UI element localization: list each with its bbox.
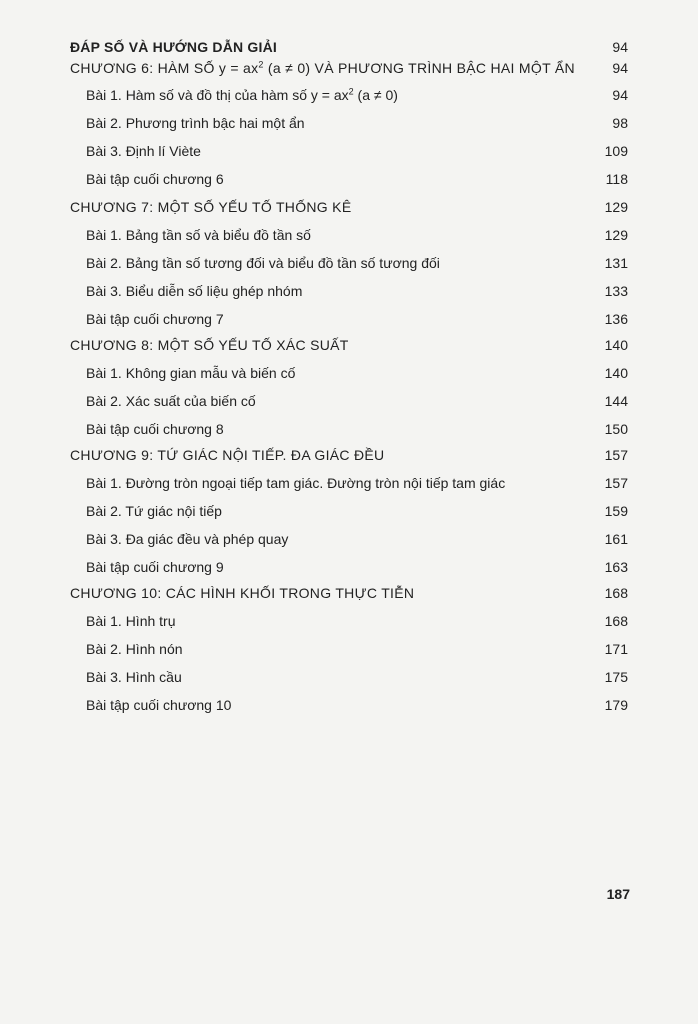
toc-entry-page: 140 xyxy=(604,365,628,381)
toc-entry-title: Bài 1. Không gian mẫu và biến cố xyxy=(86,365,296,381)
toc-entry-page: 157 xyxy=(604,447,628,463)
toc-entry-page: 144 xyxy=(604,393,628,409)
toc-entry-page: 129 xyxy=(604,199,628,215)
toc-entry-title: Bài 1. Hàm số và đồ thị của hàm số $y = ax^2$ (a ≠ 0) xyxy=(86,86,398,103)
toc-entry-title: Bài 3. Định lí Viète xyxy=(86,143,201,159)
toc-entry-page: 136 xyxy=(604,311,628,327)
toc-entry-page: 175 xyxy=(604,669,628,685)
toc-entry-title: Bài tập cuối chương 7 xyxy=(86,311,224,327)
toc-entry-title: CHƯƠNG 9: TỨ GIÁC NỘI TIẾP. ĐA GIÁC ĐỀU xyxy=(70,447,385,463)
toc-entry-title: CHƯƠNG 7: MỘT SỐ YẾU TỐ THỐNG KÊ xyxy=(70,199,352,215)
toc-entry-title: Bài tập cuối chương 10 xyxy=(86,697,232,713)
toc-entry-title: Bài 2. Bảng tần số tương đối và biểu đồ tần số tương đối xyxy=(86,255,440,271)
toc-entry-title: Bài 2. Phương trình bậc hai một ẩn xyxy=(86,115,305,131)
toc-entry-title: Bài 2. Xác suất của biến cố xyxy=(86,393,256,409)
toc-entry-title: Bài 3. Đa giác đều và phép quay xyxy=(86,531,289,547)
toc-entry-page: 94 xyxy=(612,60,628,76)
toc-entry-page: 163 xyxy=(604,559,628,575)
toc-entry-page: 159 xyxy=(604,503,628,519)
toc-entry-page: 131 xyxy=(604,255,628,271)
toc-entry-page: 94 xyxy=(612,87,628,103)
toc-entry-title: ĐÁP SỐ VÀ HƯỚNG DẪN GIẢI xyxy=(70,39,278,55)
toc-entry-page: 109 xyxy=(604,143,628,159)
toc-entry-page: 161 xyxy=(604,531,628,547)
toc-entry-title: Bài 2. Tứ giác nội tiếp xyxy=(86,503,222,519)
toc-entry-title: Bài 1. Hình trụ xyxy=(86,613,176,629)
toc-entry-title: Bài 1. Bảng tần số và biểu đồ tần số xyxy=(86,227,311,243)
toc-entry-page: 168 xyxy=(604,585,628,601)
toc-entry-title: CHƯƠNG 6: HÀM SỐ $y = ax^2$ (a ≠ 0) VÀ PHƯƠNG TRÌNH BẬC HAI MỘT ẨN xyxy=(70,59,575,76)
toc-entry-page: 179 xyxy=(604,697,628,713)
toc-entry-page: 94 xyxy=(612,39,628,55)
page-number: 187 xyxy=(606,886,630,902)
toc-entry-title: Bài 2. Hình nón xyxy=(86,641,183,657)
toc-entry-page: 150 xyxy=(604,421,628,437)
toc-entry-page: 171 xyxy=(604,641,628,657)
toc-entry-title: Bài 1. Đường tròn ngoại tiếp tam giác. Đường tròn nội tiếp tam giác xyxy=(86,475,506,491)
toc-entry-page: 168 xyxy=(604,613,628,629)
toc-entry-title: Bài 3. Biểu diễn số liệu ghép nhóm xyxy=(86,283,303,299)
toc-entry-title: Bài tập cuối chương 9 xyxy=(86,559,224,575)
toc-entry-title: CHƯƠNG 10: CÁC HÌNH KHỐI TRONG THỰC TIỄN xyxy=(70,585,415,601)
toc-entry-title: Bài tập cuối chương 6 xyxy=(86,171,224,187)
toc-entry-page: 129 xyxy=(604,227,628,243)
toc-entry-page: 133 xyxy=(604,283,628,299)
toc-entry-page: 98 xyxy=(612,115,628,131)
toc-entry-page: 140 xyxy=(604,337,628,353)
toc-entry-title: CHƯƠNG 8: MỘT SỐ YẾU TỐ XÁC SUẤT xyxy=(70,337,349,353)
toc-entry-page: 118 xyxy=(605,171,628,187)
toc-entry-title: Bài tập cuối chương 8 xyxy=(86,421,224,437)
toc-entry-page: 157 xyxy=(604,475,628,491)
toc-entry-title: Bài 3. Hình cầu xyxy=(86,669,182,685)
